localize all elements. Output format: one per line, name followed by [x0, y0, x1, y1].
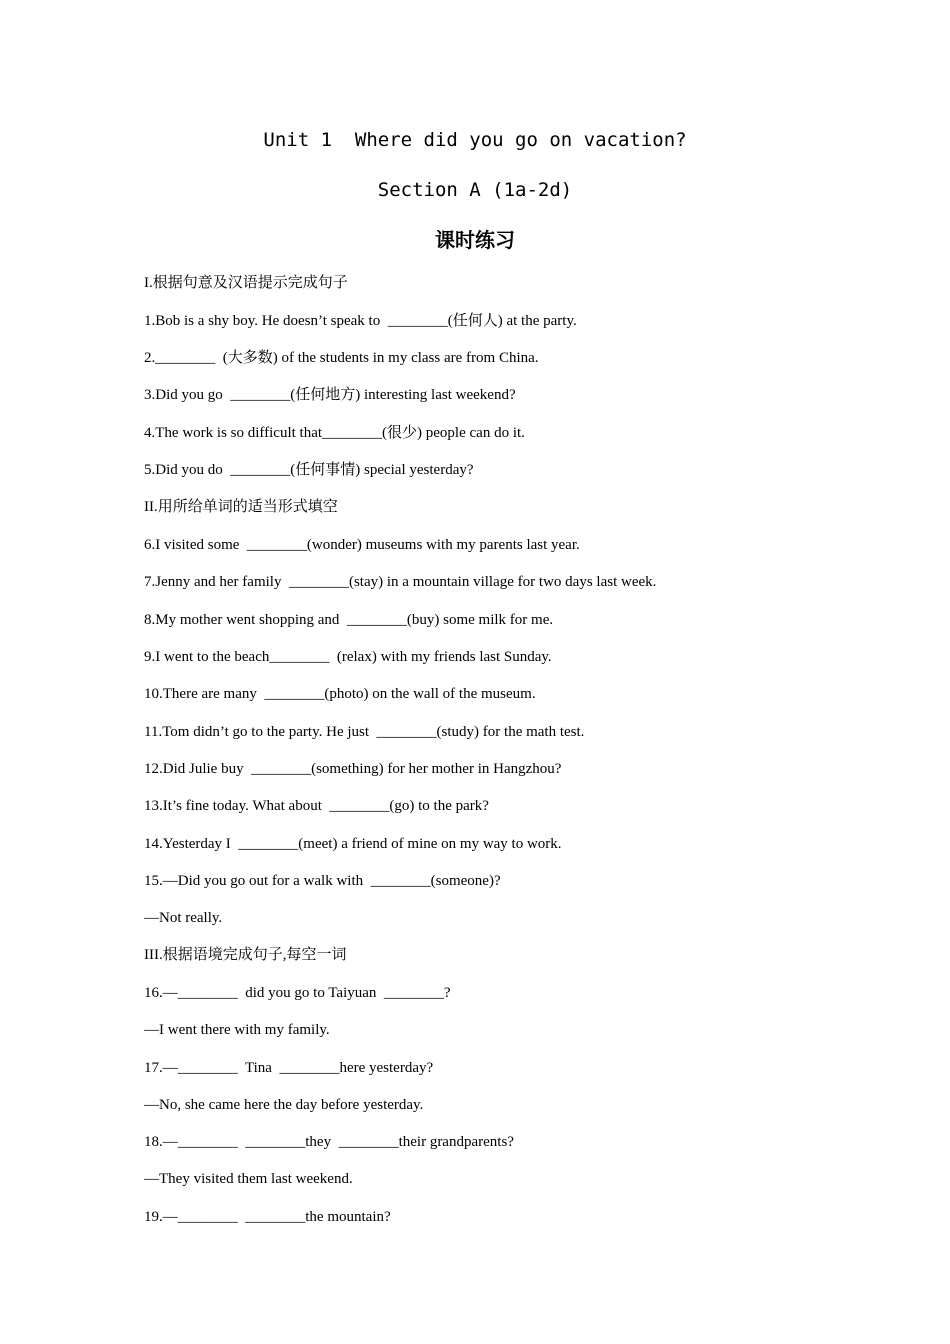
question-6: 6.I visited some ________(wonder) museums with my parents last year.: [144, 537, 580, 553]
question-14: 14.Yesterday I ________(meet) a friend of mine on my way to work.: [144, 836, 562, 852]
answer-16: —I went there with my family.: [144, 1022, 330, 1038]
question-11: 11.Tom didn’t go to the party. He just ________(study) for the math test.: [144, 724, 585, 740]
part-2-heading: II.用所给单词的适当形式填空: [144, 499, 338, 515]
question-3: 3.Did you go ________(任何地方) interesting last weekend?: [144, 387, 516, 403]
question-18: 18.—________ ________they ________their grandparents?: [144, 1134, 514, 1150]
part-1-heading: I.根据句意及汉语提示完成句子: [144, 275, 348, 291]
question-19: 19.—________ ________the mountain?: [144, 1209, 391, 1225]
question-8: 8.My mother went shopping and ________(buy) some milk for me.: [144, 612, 554, 628]
question-10: 10.There are many ________(photo) on the wall of the museum.: [144, 686, 536, 702]
answer-18: —They visited them last weekend.: [144, 1171, 353, 1187]
question-12: 12.Did Julie buy ________(something) for her mother in Hangzhou?: [144, 761, 562, 777]
question-9: 9.I went to the beach________ (relax) with my friends last Sunday.: [144, 649, 552, 665]
answer-17: —No, she came here the day before yesterday.: [144, 1097, 424, 1113]
question-1: 1.Bob is a shy boy. He doesn’t speak to ________(任何人) at the party.: [144, 313, 577, 329]
question-2: 2.________ (大多数) of the students in my class are from China.: [144, 350, 539, 366]
question-17: 17.—________ Tina ________here yesterday?: [144, 1060, 434, 1076]
section-subtitle: Section A (1a-2d): [377, 179, 573, 201]
exercise-heading: 课时练习: [435, 228, 515, 252]
question-15: 15.—Did you go out for a walk with ________(someone)?: [144, 873, 501, 889]
part-3-heading: III.根据语境完成句子,每空一词: [144, 947, 347, 963]
question-7: 7.Jenny and her family ________(stay) in a mountain village for two days last week.: [144, 574, 657, 590]
question-4: 4.The work is so difficult that________(很少) people can do it.: [144, 425, 525, 441]
answer-15: —Not really.: [144, 910, 223, 926]
question-5: 5.Did you do ________(任何事情) special yesterday?: [144, 462, 474, 478]
question-13: 13.It’s fine today. What about ________(go) to the park?: [144, 798, 489, 814]
unit-title: Unit 1 Where did you go on vacation?: [263, 129, 687, 151]
question-16: 16.—________ did you go to Taiyuan ________?: [144, 985, 451, 1001]
